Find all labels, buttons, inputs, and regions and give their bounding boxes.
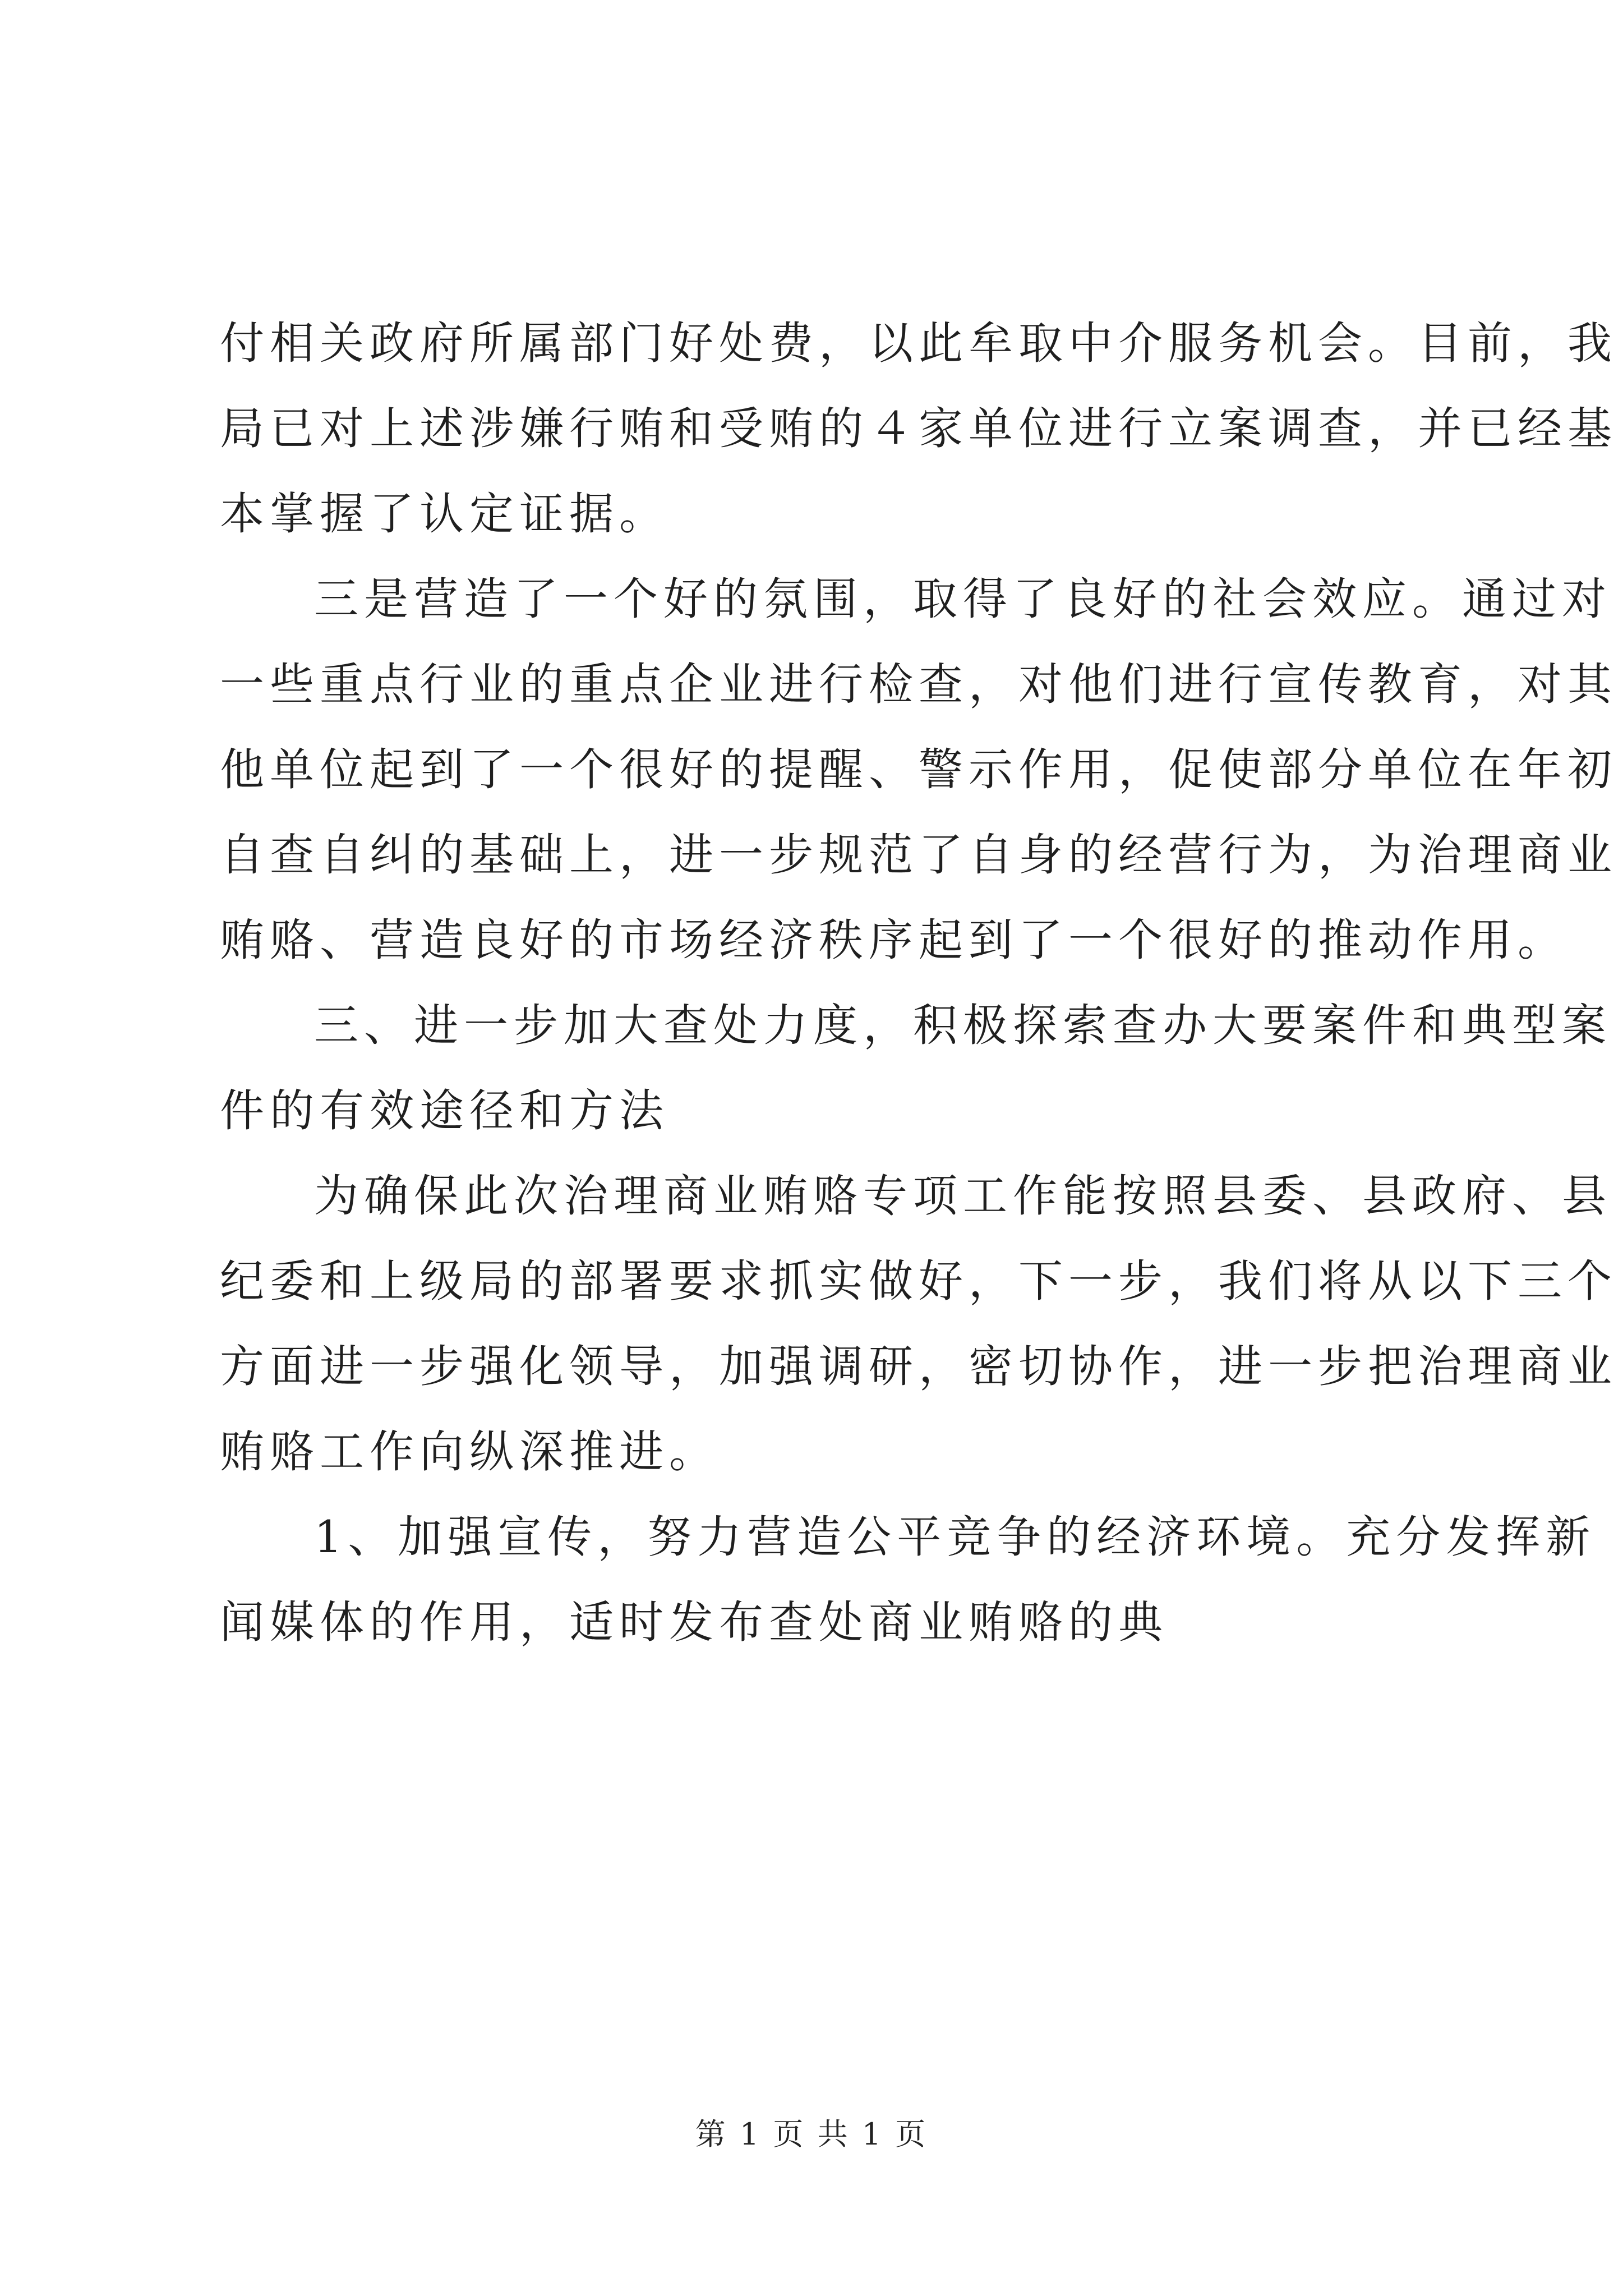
text-line: 为确保此次治理商业贿赂专项工作能按照县委、县政府、县 — [314, 1170, 1612, 1222]
text-line: 闻媒体的作用，适时发布查处商业贿赂的典 — [220, 1596, 1168, 1648]
document-body — [220, 301, 1617, 1665]
paragraph-2 — [220, 556, 1617, 983]
text-line: 纪委和上级局的部署要求抓实做好，下一步，我们将从以下三个 — [220, 1255, 1617, 1307]
text-line: 贿赂工作向纵深推进。 — [220, 1426, 719, 1478]
text-line: 本掌握了认定证据。 — [220, 488, 669, 540]
text-line: 1、加强宣传，努力营造公平竞争的经济环境。充分发挥新 — [314, 1511, 1596, 1563]
text-line: 件的有效途径和方法 — [220, 1085, 669, 1137]
page-footer — [0, 2115, 1623, 2154]
section-heading — [220, 983, 1612, 1153]
text-line: 局已对上述涉嫌行贿和受贿的４家单位进行立案调查，并已经基 — [220, 403, 1617, 454]
text-line: 他单位起到了一个很好的提醒、警示作用，促使部分单位在年初 — [220, 744, 1617, 795]
text-line: 三、进一步加大查处力度，积极探索查办大要案件和典型案 — [314, 1000, 1612, 1051]
text-line: 付相关政府所属部门好处费，以此牟取中介服务机会。目前，我 — [220, 318, 1617, 369]
page-number-label: 第 1 页 共 1 页 — [695, 2116, 928, 2152]
text-line: 一些重点行业的重点企业进行检查，对他们进行宣传教育，对其 — [220, 659, 1617, 710]
paragraph-3 — [220, 1153, 1617, 1494]
text-line: 贿赂、营造良好的市场经济秩序起到了一个很好的推动作用。 — [220, 914, 1567, 966]
text-line: 自查自纠的基础上，进一步规范了自身的经营行为，为治理商业 — [220, 829, 1617, 881]
text-line: 方面进一步强化领导，加强调研，密切协作，进一步把治理商业 — [220, 1341, 1617, 1392]
text-line: 三是营造了一个好的氛围，取得了良好的社会效应。通过对 — [314, 573, 1612, 625]
paragraph-4 — [220, 1494, 1596, 1665]
paragraph-1 — [220, 301, 1617, 556]
